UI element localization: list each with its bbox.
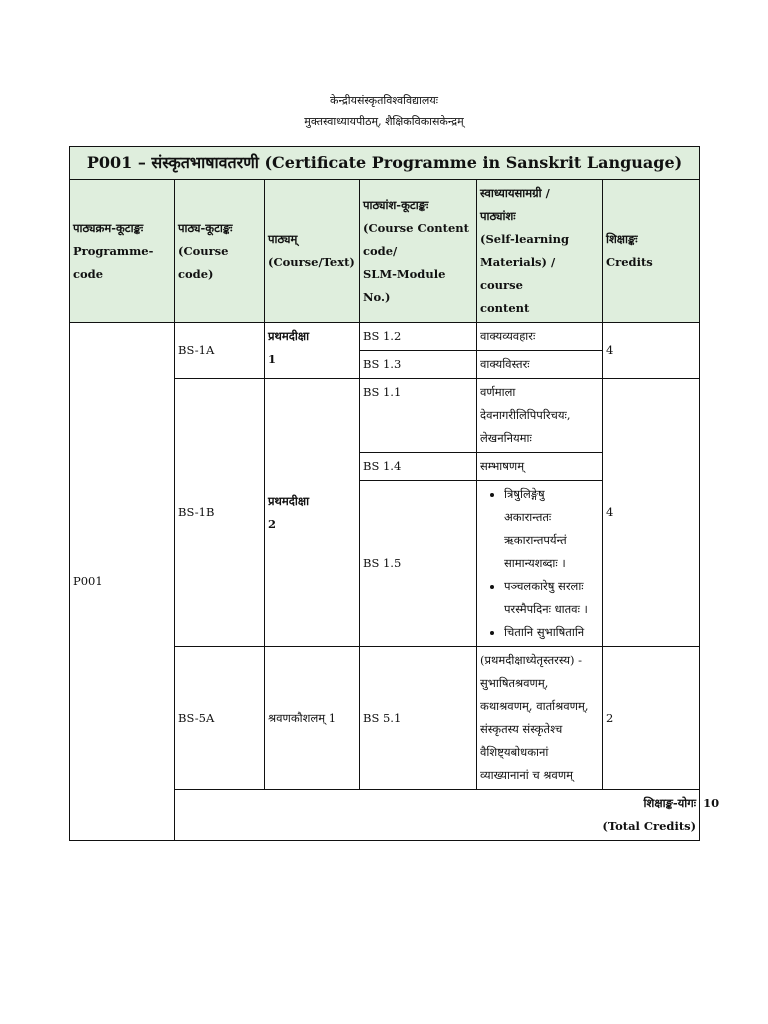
- material-cell: वाक्यव्यवहारः: [477, 323, 603, 351]
- course-code-cell: BS-1B: [175, 379, 265, 647]
- programme-code-cell: P001: [70, 323, 175, 841]
- course-cell: प्रथमदीक्षा 1: [265, 323, 360, 379]
- course-cell: श्रवणकौशलम् 1: [265, 647, 360, 790]
- content-code-cell: BS 1.3: [360, 351, 477, 379]
- table-row: [70, 323, 700, 351]
- department-name: मुक्तस्वाध्यायपीठम्, शैक्षिकविकासकेन्द्रम्: [304, 115, 464, 128]
- credits-cell: 2: [603, 647, 700, 790]
- col-header-content-code: पाठ्यांश-कूटाङ्कः (Course Content code/ SLM-Module No.): [360, 180, 477, 323]
- material-cell: वाक्यविस्तरः: [477, 351, 603, 379]
- table-title: P001 – संस्कृतभाषावतरणी (Certificate Programme in Sanskrit Language): [70, 147, 700, 180]
- credits-cell: 4: [603, 379, 700, 647]
- col-header-material: स्वाध्यायसामग्री / पाठ्यांशः (Self-learning Materials) / course content: [477, 180, 603, 323]
- list-item: • पञ्चलकारेषु सरलाः परस्मैपदिनः धातवः ।: [504, 575, 599, 621]
- credits-cell: 4: [603, 323, 700, 379]
- material-cell: वर्णमाला देवनागरीलिपिपरिचयः, लेखननियमाः: [477, 379, 603, 453]
- content-code-cell: BS 5.1: [360, 647, 477, 790]
- material-cell: (प्रथमदीक्षाध्येतृस्तरस्य) - सुभाषितश्रवणम्, कथाश्रवणम्, वार्ताश्रवणम्, संस्कृतस्य संस्कृतेश्च वैशिष्ट्यबोधकानां व्याख्यानानां च श्रवणम्: [477, 647, 603, 790]
- content-code-cell: BS 1.4: [360, 453, 477, 481]
- col-header-course-code: पाठ्य-कूटाङ्कः (Course code): [175, 180, 265, 323]
- total-credits-label: शिक्षाङ्क-योगः (Total Credits): [175, 790, 700, 841]
- course-code-cell: BS-1A: [175, 323, 265, 379]
- content-code-cell: BS 1.1: [360, 379, 477, 453]
- content-code-cell: BS 1.5: [360, 481, 477, 647]
- total-row: शिक्षाङ्क-योगः (Total Credits) 10: [70, 790, 700, 841]
- col-header-programme: पाठ्यक्रम-कूटाङ्कः Programme- code: [70, 180, 175, 323]
- credits-table: [69, 146, 720, 841]
- university-name: केन्द्रीयसंस्कृतविश्वविद्यालयः: [330, 94, 438, 107]
- material-cell: [477, 481, 603, 647]
- col-header-credits: शिक्षाङ्कः Credits: [603, 180, 700, 323]
- list-item: • त्रिषुलिङ्गेषु अकारान्ततः ऋकारान्तपर्यन्तं सामान्यशब्दाः ।: [504, 483, 599, 575]
- course-code-cell: BS-5A: [175, 647, 265, 790]
- col-header-course: पाठ्यम् (Course/Text): [265, 180, 360, 323]
- course-cell: प्रथमदीक्षा 2: [265, 379, 360, 647]
- material-cell: सम्भाषणम्: [477, 453, 603, 481]
- list-item: • चितानि सुभाषितानि: [504, 621, 599, 644]
- material-list: [480, 483, 599, 644]
- content-code-cell: BS 1.2: [360, 323, 477, 351]
